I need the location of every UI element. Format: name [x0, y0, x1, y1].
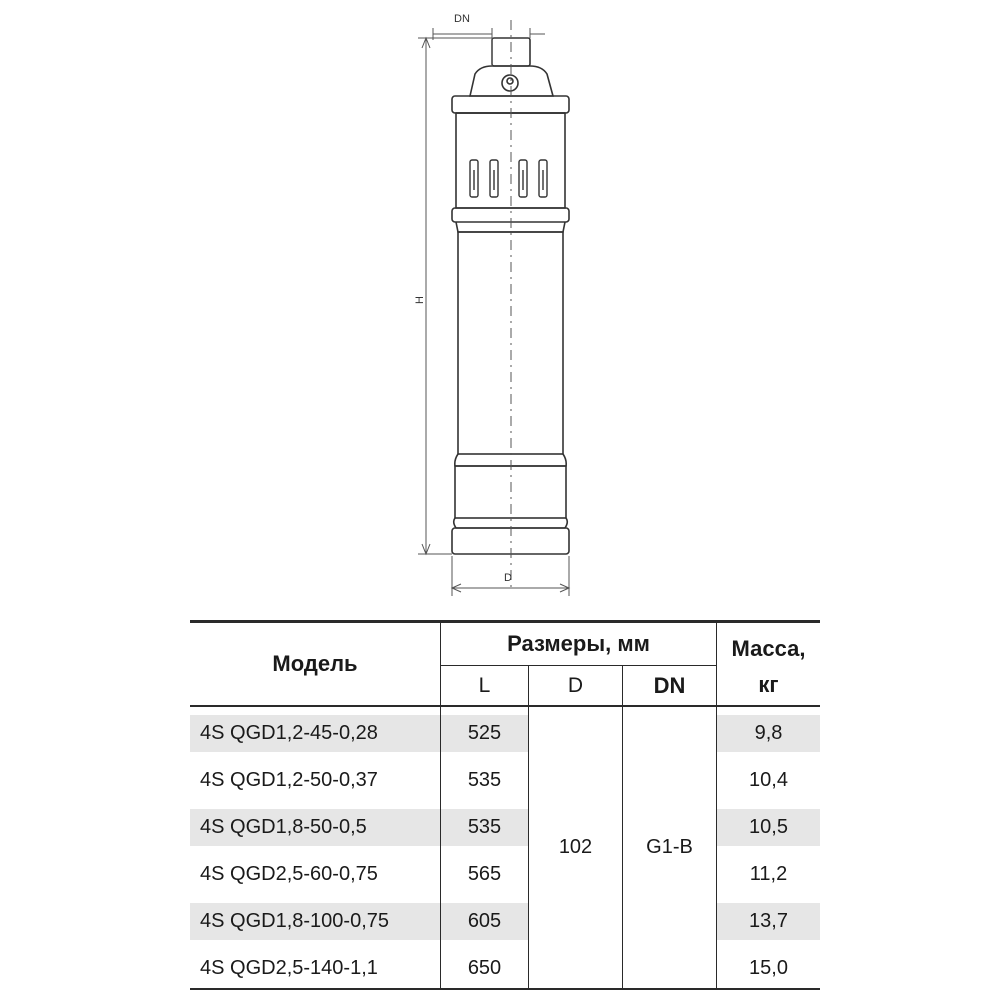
- row-1-model: 4S QGD1,2-45-0,28: [200, 722, 378, 744]
- row-5-model: 4S QGD1,8-100-0,75: [200, 910, 389, 932]
- intake-slots: [470, 160, 547, 197]
- row-1-mass: 9,8: [754, 722, 783, 744]
- header-model: Модель: [272, 651, 358, 676]
- row-6-l: 650: [467, 957, 502, 979]
- row-4-model: 4S QGD2,5-60-0,75: [200, 863, 378, 885]
- dim-label-dn: DN: [454, 13, 470, 25]
- header-mass-line1: Масса,: [731, 636, 806, 661]
- header-col-d: D: [567, 673, 584, 697]
- row-3-l: 535: [467, 816, 502, 838]
- rule-header-bottom: [190, 705, 820, 707]
- row-2-mass: 10,4: [749, 769, 788, 791]
- header-col-dn: DN: [653, 672, 686, 698]
- row-3-model: 4S QGD1,8-50-0,5: [200, 816, 367, 838]
- row-5-l: 605: [467, 910, 502, 932]
- row-4-mass: 11,2: [749, 863, 788, 885]
- row-3-mass: 10,5: [749, 816, 788, 838]
- row-6-model: 4S QGD2,5-140-1,1: [200, 957, 378, 979]
- rule-bottom: [190, 988, 820, 990]
- dim-label-h: H: [414, 296, 426, 304]
- merged-d-value: 102: [558, 836, 593, 858]
- row-4-l: 565: [467, 863, 502, 885]
- row-5-mass: 13,7: [749, 910, 788, 932]
- row-6-mass: 15,0: [749, 957, 788, 979]
- merged-dn-value: G1-B: [646, 836, 693, 858]
- row-1-l: 525: [467, 722, 502, 744]
- row-2-model: 4S QGD1,2-50-0,37: [200, 769, 378, 791]
- header-mass-line2: кг: [758, 672, 779, 697]
- header-dimensions: Размеры, мм: [507, 631, 650, 656]
- spec-table: [190, 620, 820, 990]
- dim-label-d: D: [504, 572, 512, 584]
- row-2-l: 535: [467, 769, 502, 791]
- header-col-l: L: [478, 673, 491, 697]
